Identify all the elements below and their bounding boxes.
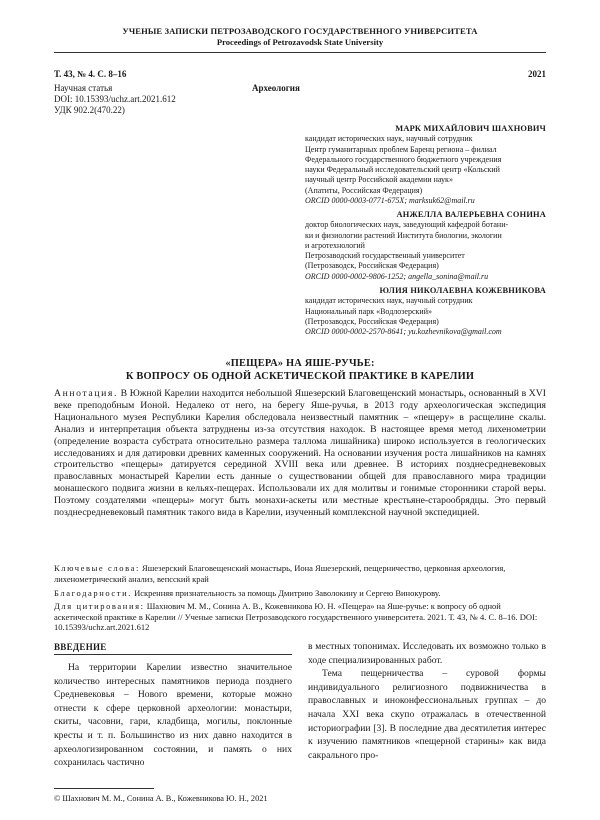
header-divider [54,52,546,53]
abstract [54,388,546,519]
acknowledgements-label: Благодарности. [54,588,132,598]
author-orcid[interactable]: ORCID 0000-0003-0771-675X; marksuk62@mail.ru [305,196,475,206]
author-affiliation-line: кандидат исторических наук, научный сотрудник [305,134,473,144]
keywords-text: Яшезерский Благовещенский монастырь, Иона Яшезерский, пещерничество, церковная археология, лихенометрический анализ, вепсский край [54,563,506,584]
doi: DOI: 10.15393/uchz.art.2021.612 [54,94,176,104]
author-orcid[interactable]: ORCID 0000-0002-9806-1252; angella_sonina@mail.ru [305,271,489,281]
author-affiliation-line: ки и физиологии растений Института биологии, экологии [305,230,502,240]
acknowledgements-text: Искренняя признательность за помощь Дмитрию Заволокину и Сергею Винокурову. [134,588,441,598]
publication-year: 2021 [528,69,546,79]
author-affiliation-line: (Апатиты, Российская Федерация) [305,185,423,195]
acknowledgements [54,588,546,599]
section-name: Археология [252,83,300,93]
citation-text: Шахнович М. М., Сонина А. В., Кожевникова Ю. Н. «Пещера» на Яше-ручье: к вопросу об одной аскетической практике в Карелии // Ученые записки Петрозаводского государственного университета. 2021. Т. 43, № 4. С. 8–16. DOI: 10.15393/uchz.art.2021.612 [54,601,538,632]
author-block [305,124,546,206]
author-affiliation-line: (Петрозаводск, Российская Федерация) [305,261,439,271]
volume-pages: Т. 43, № 4. С. 8–16 [54,69,127,79]
author-affiliation-line: и агротехнологий [305,240,365,250]
body-column-left [54,661,292,770]
author-block [305,210,546,282]
abstract-label: Аннотация. [54,388,118,399]
author-affiliation-line: научный центр Российской академии наук» [305,175,453,185]
keywords-label: Ключевые слова: [54,563,140,573]
section-heading: ВВЕДЕНИЕ [54,642,107,652]
body-paragraph: Тема пещерничества – суровой формы индивидуального религиозного подвижничества в православных и иноконфессиональных группах – до начала XXI века скупо отражалась в отечественной историографии [3]. В последние два десятилетия интерес к изучению памятников «пещерной старины» как вида сакрального про- [308,668,546,761]
author-name: АНЖЕЛЛА ВАЛЕРЬЕВНА СОНИНА [396,210,546,219]
author-affiliation-line: Национальный парк «Водлозерский» [305,306,432,316]
citation [54,601,546,633]
author-affiliation-line: (Петрозаводск, Российская Федерация) [305,316,439,326]
author-affiliation-line: Петрозаводский государственный университет [305,251,465,261]
body-paragraph: в местных топонимах. Исследовать их возможно только в ходе специализированных работ. [308,641,546,666]
article-title-line: «ПЕЩЕРА» НА ЯШЕ-РУЧЬЕ: [225,358,375,369]
copyright: © Шахнович М. М., Сонина А. В., Кожевникова Ю. Н., 2021 [54,794,268,803]
section-divider [54,654,292,655]
article-title [54,357,546,383]
keywords [54,563,546,584]
author-affiliation-line: науки Федеральный исследовательский центр «Кольский [305,165,500,175]
author-affiliation-line: Федерального государственного бюджетного учреждения [305,154,502,164]
body-column-right [308,640,546,762]
journal-subtitle: Proceedings of Petrozavodsk State University [216,37,384,47]
author-block [305,286,546,337]
author-name: ЮЛИЯ НИКОЛАЕВНА КОЖЕВНИКОВА [379,286,546,295]
article-title-line: К ВОПРОСУ ОБ ОДНОЙ АСКЕТИЧЕСКОЙ ПРАКТИКЕ В КАРЕЛИИ [125,371,475,382]
author-affiliation-line: Центр гуманитарных проблем Баренц региона – филиал [305,144,497,154]
footnote-divider [54,788,154,789]
author-orcid[interactable]: ORCID 0000-0002-2570-8641; yu.kozhevnikova@gmail.com [305,327,502,337]
journal-title: УЧЕНЫЕ ЗАПИСКИ ПЕТРОЗАВОДСКОГО ГОСУДАРСТВЕННОГО УНИВЕРСИТЕТА [122,26,478,36]
body-paragraph: На территории Карелии известно значительное количество интересных памятников периода позднего Средневековья – Нового времени, которые можно отнести к сфере церковной археологии: монастыри, скиты, часовни, гари, кладбища, могилы, поклонные кресты и т. п. Большинство из них давно находится в археологизированном состоянии, и память о них сохранилась частично [54,662,292,769]
author-affiliation-line: доктор биологических наук, заведующий кафедрой ботани- [305,220,509,230]
article-type: Научная статья [54,83,113,93]
citation-label: Для цитирования: [54,601,145,611]
udc-code: УДК 902.2(470.22) [54,105,125,115]
author-name: МАРК МИХАЙЛОВИЧ ШАХНОВИЧ [395,124,546,133]
author-affiliation-line: кандидат исторических наук, научный сотрудник [305,296,473,306]
abstract-text: В Южной Карелии находится небольшой Яшезерский Благовещенский монастырь, основанный в XVI веке преподобным Ионой. Недалеко от него, на берегу Яше-ручья, в 2013 году археологическая экспедиция Национального музея Республики Карелия обследовала неизвестный памятник – «пещеру» в расщелине скалы. Анализ и интерпретация объекта затруднены из-за отсутствия находок. В настоящее время метод лихенометрии (определение возраста субстрата относительно размера таллома лишайника) широко используется в геологических исследованиях и для датировки древних каменных сооружений. На основании изучения роста лишайников на камнях строительство «пещеры» датируется серединой XVIII века или древнее. В историях позднесредневековых православных монастырей Карелии есть данные о существовании общей для православного мира традиции монашеского подвига жизни в кельях-пещерах. Использовали их для молитвы и гонимые сторонники старой веры. Поэтому создателями «пещеры» могут быть монахи-аскеты или местные крестьяне-старообрядцы. Это первый позднесредневековый памятник такого вида в Карелии, изученный комплексной научной экспедицией. [54,388,546,519]
